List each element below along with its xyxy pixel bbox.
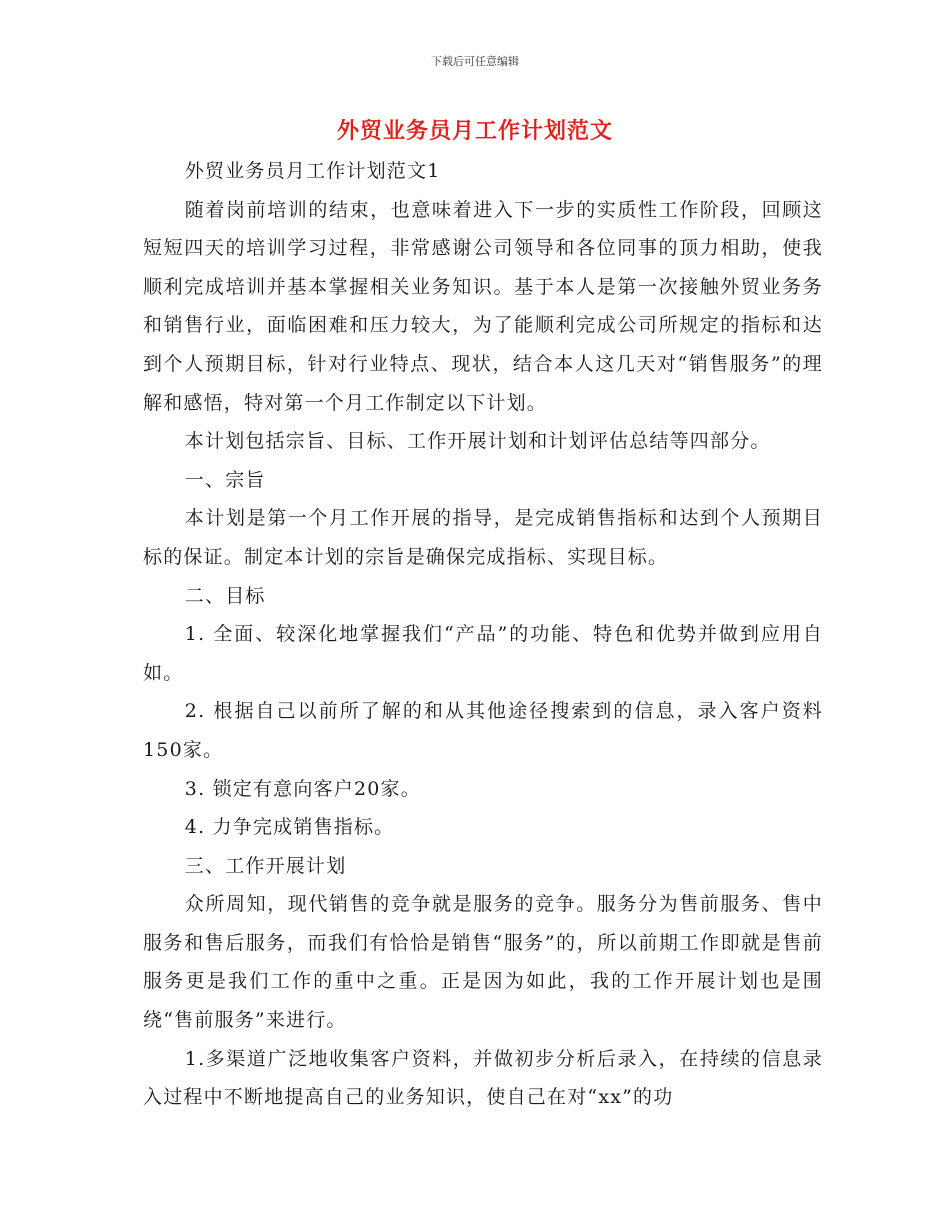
goal-item-1: 1. 全面、较深化地掌握我们“产品”的功能、特色和优势并做到应用自如。 <box>143 623 823 684</box>
document-title: 外贸业务员月工作计划范文 <box>336 118 613 144</box>
goal-item-2: 2. 根据自己以前所了解的和从其他途径搜索到的信息，录入客户资料150家。 <box>143 700 823 761</box>
goal-item-4: 4. 力争完成销售指标。 <box>184 816 395 839</box>
heading-work-plan: 三、工作开展计划 <box>184 854 347 877</box>
paragraph-section-title: 外贸业务员月工作计划范文1 <box>184 160 441 182</box>
paragraph-purpose: 本计划是第一个月工作开展的指导，是完成销售指标和达到个人预期目标的保证。制定本计划的宗旨是确保完成指标、实现目标。 <box>143 507 823 568</box>
heading-goals: 二、目标 <box>184 584 266 607</box>
plan-item-1: 1.多渠道广泛地收集客户资料，并做初步分析后录入，在持续的信息录入过程中不断地提高自己的业务知识，使自己在对“xx”的功 <box>143 1047 823 1109</box>
paragraph-service: 众所周知，现代销售的竞争就是服务的竞争。服务分为售前服务、售中服务和售后服务，而我们有恰恰是销售“服务”的，所以前期工作即就是售前服务更是我们工作的重中之重。正是因为如此，我的工作开展计划也是围绕“售前服务”来进行。 <box>143 893 823 1032</box>
heading-purpose: 一、宗旨 <box>184 468 266 491</box>
goal-item-3: 3. 锁定有意向客户20家。 <box>184 777 421 800</box>
header-note: 下载后可任意编辑 <box>431 55 519 68</box>
paragraph-intro: 随着岗前培训的结束，也意味着进入下一步的实质性工作阶段，回顾这短短四天的培训学习过程，非常感谢公司领导和各位同事的顶力相助，使我顺利完成培训并基本掌握相关业务知识。基于本人是第一次接触外贸业务务和销售行业，面临困难和压力较大，为了能顺利完成公司所规定的指标和达到个人预期目标，针对行业特点、现状，结合本人这几天对“销售服务”的理解和感悟，特对第一个月工作制定以下计划。 <box>143 198 823 414</box>
document-body <box>143 152 823 1117</box>
paragraph-overview: 本计划包括宗旨、目标、工作开展计划和计划评估总结等四部分。 <box>184 430 771 453</box>
